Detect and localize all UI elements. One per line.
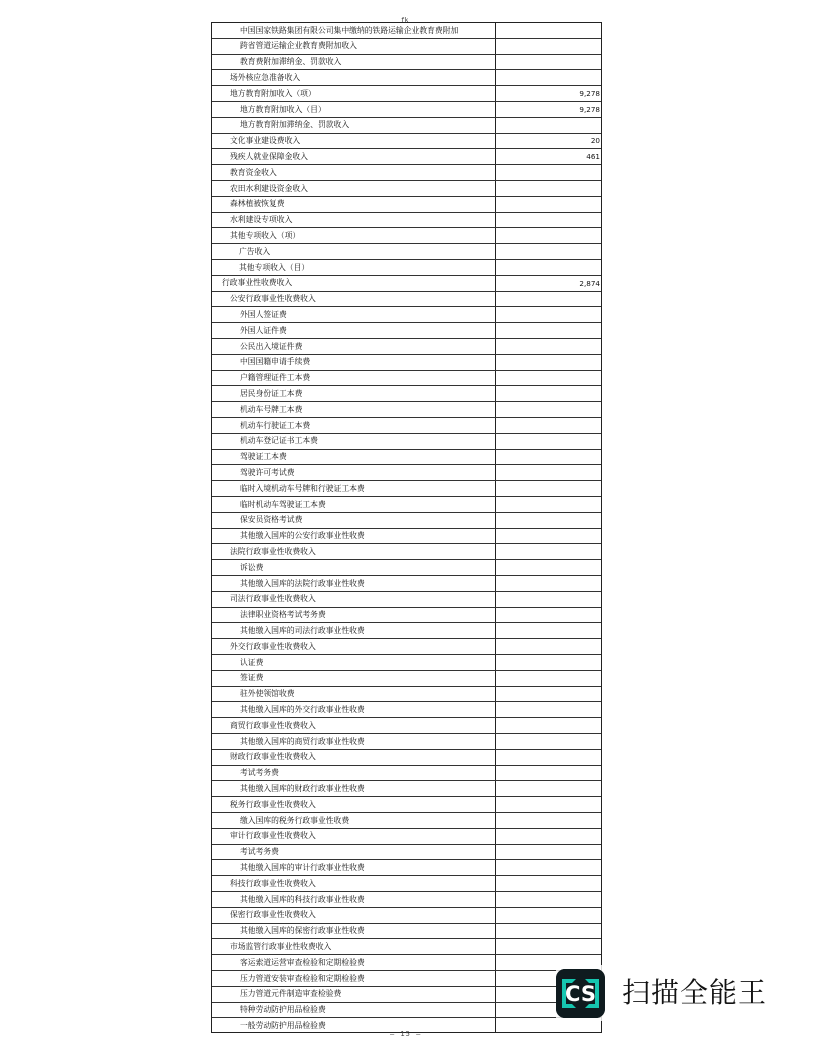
table-row <box>212 576 601 592</box>
budget-item-name: 保密行政事业性收费收入 <box>212 908 496 923</box>
table-row <box>212 1003 601 1019</box>
budget-item-value <box>496 39 601 54</box>
table-row <box>212 987 601 1003</box>
budget-item-value <box>496 418 601 433</box>
budget-item-value <box>496 892 601 907</box>
budget-item-value <box>496 465 601 480</box>
budget-item-value <box>496 718 601 733</box>
table-row <box>212 213 601 229</box>
table-row <box>212 623 601 639</box>
table-row <box>212 292 601 308</box>
table-row <box>212 39 601 55</box>
budget-item-value <box>496 687 601 702</box>
camscanner-logo-icon <box>556 969 605 1018</box>
budget-item-value <box>496 434 601 449</box>
table-row <box>212 544 601 560</box>
budget-item-value <box>496 639 601 654</box>
table-row <box>212 386 601 402</box>
budget-item-value <box>496 371 601 386</box>
budget-item-name: 外国人证件费 <box>212 323 496 338</box>
budget-item-name: 特种劳动防护用品检验费 <box>212 1003 496 1018</box>
budget-item-value <box>496 497 601 512</box>
table-row <box>212 892 601 908</box>
table-row <box>212 876 601 892</box>
budget-item-name: 法律职业资格考试考务费 <box>212 608 496 623</box>
budget-item-value <box>496 592 601 607</box>
svg-text:CS: CS <box>565 981 596 1006</box>
table-row <box>212 813 601 829</box>
budget-item-name: 财政行政事业性收费收入 <box>212 750 496 765</box>
budget-item-value <box>496 560 601 575</box>
budget-item-value <box>496 339 601 354</box>
table-row <box>212 655 601 671</box>
table-row <box>212 734 601 750</box>
budget-item-value <box>496 702 601 717</box>
table-row <box>212 497 601 513</box>
budget-item-value <box>496 797 601 812</box>
scan-top-mark: fk <box>401 17 409 24</box>
budget-item-value <box>496 529 601 544</box>
budget-item-value <box>496 734 601 749</box>
table-row <box>212 86 601 102</box>
budget-item-name: 地方教育附加收入（项） <box>212 86 496 101</box>
table-row <box>212 418 601 434</box>
table-row <box>212 513 601 529</box>
budget-item-name: 一般劳动防护用品检验费 <box>212 1018 496 1033</box>
table-row <box>212 529 601 545</box>
budget-item-name: 教育费附加滞纳金、罚款收入 <box>212 55 496 70</box>
budget-item-name: 法院行政事业性收费收入 <box>212 544 496 559</box>
budget-item-name: 诉讼费 <box>212 560 496 575</box>
table-row <box>212 402 601 418</box>
budget-item-name: 其他缴入国库的外交行政事业性收费 <box>212 702 496 717</box>
budget-item-name: 中国国籍申请手续费 <box>212 355 496 370</box>
table-row <box>212 592 601 608</box>
budget-item-value <box>496 228 601 243</box>
budget-item-name: 保安员资格考试费 <box>212 513 496 528</box>
budget-item-value <box>496 655 601 670</box>
budget-item-name: 税务行政事业性收费收入 <box>212 797 496 812</box>
budget-item-name: 机动车号牌工本费 <box>212 402 496 417</box>
budget-item-value <box>496 750 601 765</box>
budget-item-value <box>496 860 601 875</box>
table-row <box>212 766 601 782</box>
budget-item-value <box>496 544 601 559</box>
budget-item-name: 签证费 <box>212 671 496 686</box>
budget-item-value <box>496 813 601 828</box>
budget-item-value <box>496 55 601 70</box>
budget-item-name: 地方教育附加收入（目） <box>212 102 496 117</box>
budget-item-name: 机动车行驶证工本费 <box>212 418 496 433</box>
budget-item-value <box>496 781 601 796</box>
budget-item-name: 司法行政事业性收费收入 <box>212 592 496 607</box>
table-row <box>212 687 601 703</box>
budget-item-name: 文化事业建设费收入 <box>212 134 496 149</box>
budget-item-value <box>496 481 601 496</box>
budget-item-name: 公民出入境证件费 <box>212 339 496 354</box>
table-row <box>212 165 601 181</box>
table-row <box>212 908 601 924</box>
budget-item-name: 其他专项收入（目） <box>212 260 496 275</box>
budget-item-value <box>496 671 601 686</box>
budget-item-value <box>496 23 601 38</box>
budget-item-value <box>496 244 601 259</box>
table-row <box>212 465 601 481</box>
table-row <box>212 829 601 845</box>
budget-item-name: 教育资金收入 <box>212 165 496 180</box>
table-row <box>212 371 601 387</box>
budget-item-name: 其他缴入国库的公安行政事业性收费 <box>212 529 496 544</box>
budget-item-value <box>496 323 601 338</box>
table-row <box>212 228 601 244</box>
budget-item-name: 临时入境机动车号牌和行驶证工本费 <box>212 481 496 496</box>
table-row <box>212 971 601 987</box>
budget-item-name: 考试考务费 <box>212 845 496 860</box>
table-row <box>212 149 601 165</box>
table-row <box>212 102 601 118</box>
budget-item-name: 跨省管道运输企业教育费附加收入 <box>212 39 496 54</box>
budget-item-value <box>496 908 601 923</box>
table-row <box>212 70 601 86</box>
budget-item-value <box>496 402 601 417</box>
budget-item-name: 商贸行政事业性收费收入 <box>212 718 496 733</box>
budget-item-value <box>496 513 601 528</box>
budget-item-name: 考试考务费 <box>212 766 496 781</box>
budget-item-name: 行政事业性收费收入 <box>212 276 496 291</box>
table-row <box>212 702 601 718</box>
table-row <box>212 323 601 339</box>
budget-item-value <box>496 845 601 860</box>
budget-item-value <box>496 181 601 196</box>
budget-item-value <box>496 623 601 638</box>
table-row <box>212 939 601 955</box>
table-row <box>212 118 601 134</box>
budget-item-name: 压力管道安装审查检验和定期检验费 <box>212 971 496 986</box>
table-row <box>212 481 601 497</box>
table-row <box>212 750 601 766</box>
budget-item-name: 水利建设专项收入 <box>212 213 496 228</box>
budget-item-value <box>496 260 601 275</box>
budget-item-name: 农田水利建设资金收入 <box>212 181 496 196</box>
budget-item-value <box>496 608 601 623</box>
budget-item-name: 机动车登记证书工本费 <box>212 434 496 449</box>
budget-table <box>211 22 602 1033</box>
budget-item-value <box>496 576 601 591</box>
table-row <box>212 23 601 39</box>
table-row <box>212 134 601 150</box>
budget-item-name: 压力管道元件制造审查检验费 <box>212 987 496 1002</box>
page-number: — 15 — <box>390 1030 422 1038</box>
table-row <box>212 781 601 797</box>
budget-item-name: 居民身份证工本费 <box>212 386 496 401</box>
table-row <box>212 339 601 355</box>
budget-item-value <box>496 876 601 891</box>
table-row <box>212 55 601 71</box>
table-row <box>212 307 601 323</box>
table-row <box>212 260 601 276</box>
table-row <box>212 276 601 292</box>
budget-item-value <box>496 924 601 939</box>
budget-item-name: 其他缴入国库的保密行政事业性收费 <box>212 924 496 939</box>
budget-item-name: 认证费 <box>212 655 496 670</box>
budget-item-name: 审计行政事业性收费收入 <box>212 829 496 844</box>
budget-item-value <box>496 197 601 212</box>
table-row <box>212 955 601 971</box>
table-row <box>212 181 601 197</box>
budget-item-name: 科技行政事业性收费收入 <box>212 876 496 891</box>
budget-item-value: 20 <box>590 136 600 146</box>
budget-item-name: 公安行政事业性收费收入 <box>212 292 496 307</box>
budget-item-value: 461 <box>586 152 600 162</box>
budget-item-name: 市场监管行政事业性收费收入 <box>212 939 496 954</box>
budget-item-value: 2,874 <box>579 278 600 288</box>
table-row <box>212 450 601 466</box>
budget-item-name: 其他缴入国库的法院行政事业性收费 <box>212 576 496 591</box>
budget-item-name: 残疾人就业保障金收入 <box>212 149 496 164</box>
budget-item-value <box>496 307 601 322</box>
budget-item-name: 驾驶证工本费 <box>212 450 496 465</box>
budget-item-name: 缴入国库的税务行政事业性收费 <box>212 813 496 828</box>
camscanner-app-name: 扫描全能王 <box>622 976 768 1009</box>
budget-item-value <box>496 939 601 954</box>
budget-item-name: 其他缴入国库的商贸行政事业性收费 <box>212 734 496 749</box>
camscanner-watermark <box>556 965 786 1021</box>
budget-item-value <box>496 292 601 307</box>
budget-item-value: 9,278 <box>579 104 600 114</box>
budget-item-name: 临时机动车驾驶证工本费 <box>212 497 496 512</box>
table-row <box>212 797 601 813</box>
table-row <box>212 860 601 876</box>
budget-item-value <box>496 213 601 228</box>
budget-item-name: 驾驶许可考试费 <box>212 465 496 480</box>
budget-item-name: 场外核应急准备收入 <box>212 70 496 85</box>
table-row <box>212 355 601 371</box>
budget-item-name: 客运索道运营审查检验和定期检验费 <box>212 955 496 970</box>
budget-item-name: 驻外使领馆收费 <box>212 687 496 702</box>
budget-item-value <box>496 386 601 401</box>
budget-item-value <box>496 355 601 370</box>
budget-item-name: 其他缴入国库的审计行政事业性收费 <box>212 860 496 875</box>
budget-item-name: 外交行政事业性收费收入 <box>212 639 496 654</box>
table-row <box>212 560 601 576</box>
budget-item-name: 地方教育附加滞纳金、罚款收入 <box>212 118 496 133</box>
budget-item-value <box>496 165 601 180</box>
table-row <box>212 845 601 861</box>
table-row <box>212 924 601 940</box>
budget-item-name: 其他缴入国库的科技行政事业性收费 <box>212 892 496 907</box>
budget-item-value <box>496 118 601 133</box>
budget-item-name: 户籍管理证件工本费 <box>212 371 496 386</box>
table-row <box>212 671 601 687</box>
budget-item-name: 广告收入 <box>212 244 496 259</box>
budget-item-name: 其他缴入国库的财政行政事业性收费 <box>212 781 496 796</box>
table-row <box>212 244 601 260</box>
budget-item-name: 森林植被恢复费 <box>212 197 496 212</box>
table-row <box>212 718 601 734</box>
budget-item-name: 中国国家铁路集团有限公司集中缴纳的铁路运输企业教育费附加 <box>212 23 496 38</box>
table-row <box>212 639 601 655</box>
budget-item-value <box>496 766 601 781</box>
table-row <box>212 197 601 213</box>
budget-item-name: 其他缴入国库的司法行政事业性收费 <box>212 623 496 638</box>
budget-item-name: 外国人签证费 <box>212 307 496 322</box>
table-row <box>212 434 601 450</box>
table-row <box>212 608 601 624</box>
budget-item-value <box>496 450 601 465</box>
budget-item-value <box>496 70 601 85</box>
budget-item-name: 其他专项收入（项） <box>212 228 496 243</box>
budget-item-value: 9,278 <box>579 88 600 98</box>
budget-item-value <box>496 829 601 844</box>
